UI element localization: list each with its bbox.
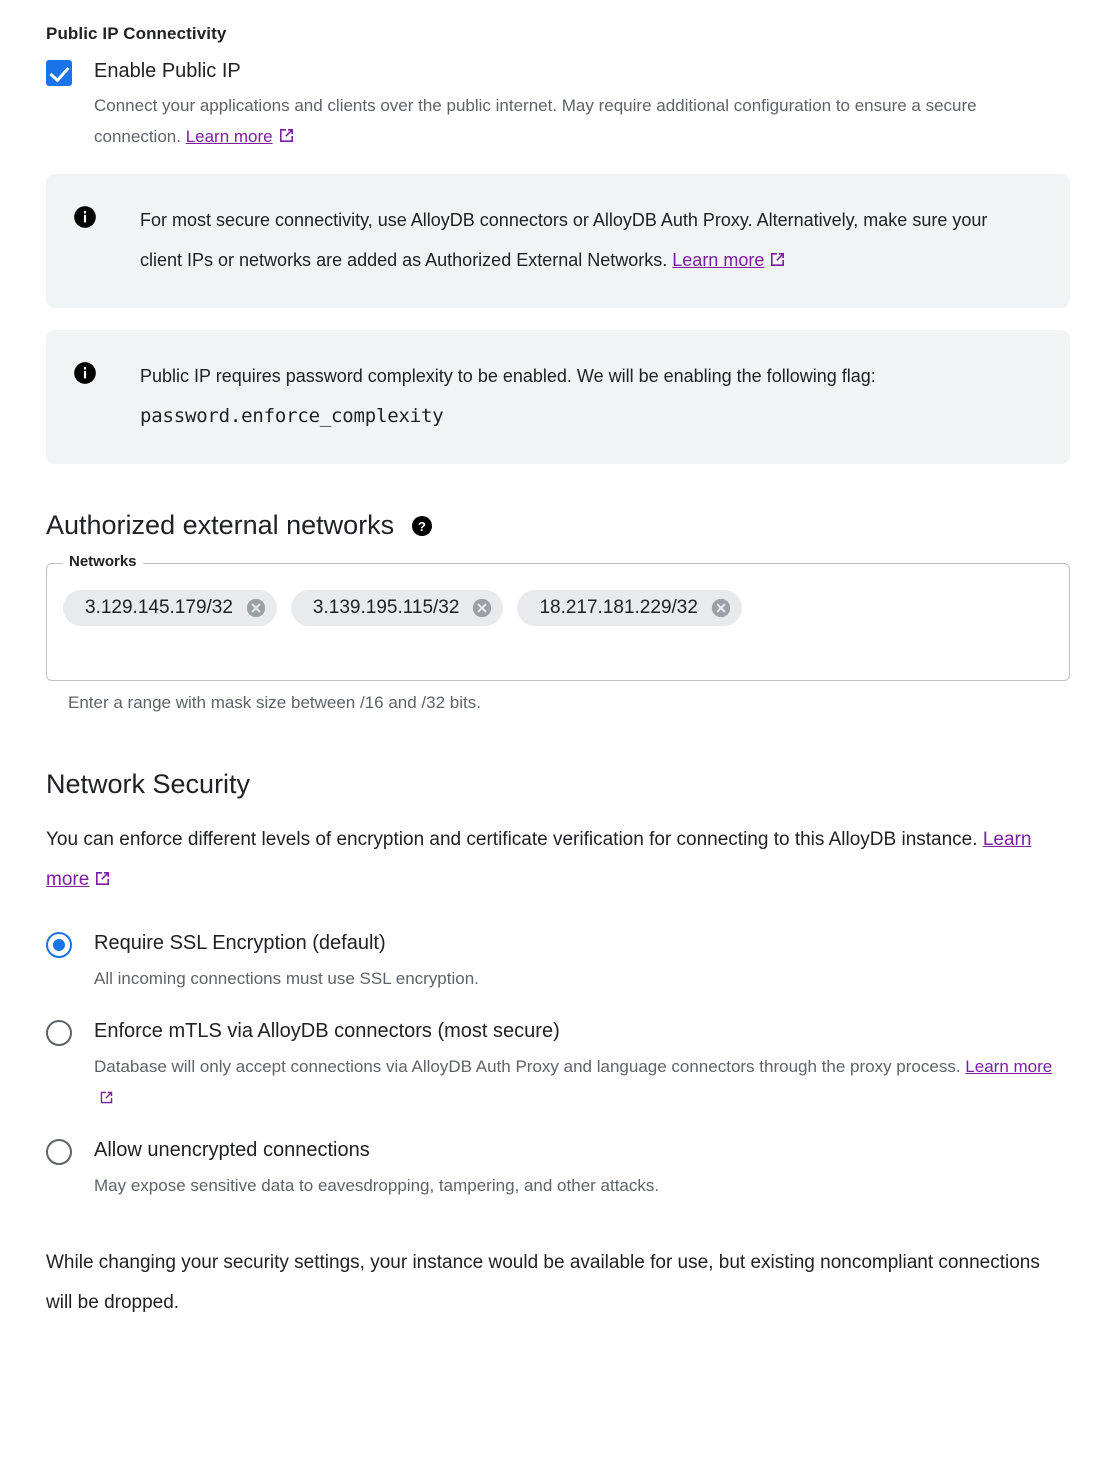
authorized-networks-title-row <box>46 510 1070 541</box>
close-icon[interactable] <box>245 597 267 619</box>
networks-field-legend: Networks <box>63 553 143 570</box>
radio-allow-unencrypted[interactable] <box>46 1139 72 1165</box>
close-icon[interactable] <box>710 597 732 619</box>
radio-enforce-mtls[interactable] <box>46 1020 72 1046</box>
network-chip-label: 18.217.181.229/32 <box>539 597 698 618</box>
connectivity-info-callout <box>46 174 1070 308</box>
help-icon[interactable] <box>410 514 434 538</box>
radio-require-ssl[interactable] <box>46 932 72 958</box>
radio-require-ssl-body <box>94 930 479 994</box>
info-icon <box>72 360 98 386</box>
network-security-radio-group <box>46 930 1070 1201</box>
password-complexity-info-callout <box>46 330 1070 464</box>
connectivity-info-learn-more-link[interactable]: Learn more <box>672 250 765 270</box>
network-security-description-text: You can enforce different levels of encryption and certificate verification for connecting to this AlloyDB instance. <box>46 829 978 850</box>
authorized-networks-title: Authorized external networks <box>46 510 395 540</box>
info-icon <box>72 204 98 230</box>
network-chip[interactable] <box>517 590 742 626</box>
networks-chip-field[interactable] <box>46 553 1070 681</box>
radio-require-ssl-description: All incoming connections must use SSL encryption. <box>94 969 479 988</box>
enable-public-ip-label: Enable Public IP <box>94 60 241 82</box>
radio-enforce-mtls-body <box>94 1018 1054 1113</box>
networks-chip-list <box>63 590 1053 626</box>
enable-public-ip-description <box>94 90 1009 152</box>
radio-allow-unencrypted-label: Allow unencrypted connections <box>94 1139 370 1161</box>
connectivity-info-text <box>140 200 1000 280</box>
password-complexity-info-body: Public IP requires password complexity to be enabled. We will be enabling the following flag: <box>140 366 876 386</box>
radio-option-require-ssl[interactable] <box>46 930 1070 994</box>
network-security-learn-more-link[interactable]: Learn more <box>46 829 1032 890</box>
radio-allow-unencrypted-body <box>94 1137 659 1201</box>
external-link-icon <box>278 127 295 144</box>
password-complexity-info-text <box>140 356 876 436</box>
enable-public-ip-checkbox[interactable] <box>46 60 72 86</box>
external-link-icon <box>94 870 111 887</box>
close-icon[interactable] <box>471 597 493 619</box>
enable-public-ip-row[interactable] <box>46 58 1070 152</box>
enable-public-ip-description-text: Connect your applications and clients over the public internet. May require additional configuration to ensure a secure connection. <box>94 96 977 146</box>
network-chip[interactable] <box>291 590 504 626</box>
network-security-title: Network Security <box>46 769 251 799</box>
password-complexity-flag: password.enforce_complexity <box>140 405 444 427</box>
radio-option-enforce-mtls[interactable] <box>46 1018 1070 1113</box>
radio-enforce-mtls-description <box>94 1051 1054 1113</box>
external-link-icon <box>769 251 786 268</box>
network-security-description <box>46 820 1056 900</box>
radio-require-ssl-label: Require SSL Encryption (default) <box>94 932 386 954</box>
radio-enforce-mtls-label: Enforce mTLS via AlloyDB connectors (most secure) <box>94 1020 560 1042</box>
networks-field-hint: Enter a range with mask size between /16 and /32 bits. <box>68 693 481 712</box>
external-link-icon <box>99 1090 114 1105</box>
radio-option-allow-unencrypted[interactable] <box>46 1137 1070 1201</box>
security-settings-footer-note: While changing your security settings, your instance would be available for use, but existing noncompliant connections will be dropped. <box>46 1252 1040 1313</box>
svg-text:?: ? <box>418 518 427 534</box>
network-chip-label: 3.139.195.115/32 <box>312 597 460 618</box>
radio-allow-unencrypted-description: May expose sensitive data to eavesdropping, tampering, and other attacks. <box>94 1176 660 1195</box>
public-ip-learn-more-link[interactable]: Learn more <box>185 127 273 146</box>
radio-enforce-mtls-description-text: Database will only accept connections via AlloyDB Auth Proxy and language connectors through the proxy process. <box>94 1057 961 1076</box>
public-ip-section-title: Public IP Connectivity <box>46 24 227 43</box>
mtls-learn-more-link[interactable]: Learn more <box>965 1057 1053 1076</box>
network-chip-label: 3.129.145.179/32 <box>85 597 233 618</box>
enable-public-ip-body <box>94 58 1009 152</box>
network-chip[interactable] <box>63 590 277 626</box>
connectivity-info-body: For most secure connectivity, use AlloyDB connectors or AlloyDB Auth Proxy. Alternatively, make sure your client IPs or networks are added as Authorized External Networks. <box>140 210 988 270</box>
